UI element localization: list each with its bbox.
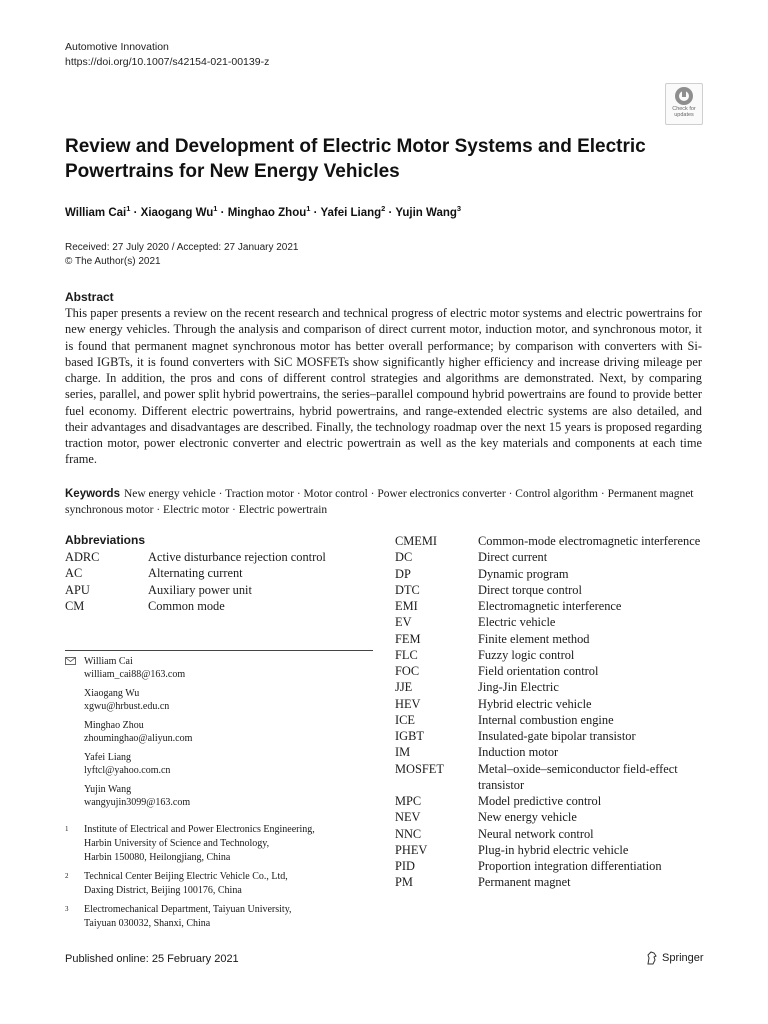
- article-dates: [65, 241, 299, 269]
- contact-email[interactable]: zhouminghao@aliyun.com: [84, 733, 193, 744]
- contact-email[interactable]: wangyujin3099@163.com: [84, 797, 191, 808]
- footnote-divider: [65, 650, 373, 651]
- abbreviation-row: MOSFET Metal–oxide–semiconductor field-effect transistor: [395, 761, 678, 792]
- contact-email[interactable]: xgwu@hrbust.edu.cn: [84, 701, 170, 712]
- abbreviation-row: FLC Fuzzy logic control: [395, 647, 575, 662]
- contact-item: [65, 655, 365, 681]
- author[interactable]: Yujin Wang$^3$: [395, 204, 462, 219]
- abbreviation-row: EV Electric vehicle: [395, 615, 556, 630]
- author-list: William Cai$^1$ · Xiaogang $Wu^1$ · Minghao Zhou$^1$ · Yafei Liang$^2$ · Yujin Wang$^3$: [65, 204, 462, 219]
- abbreviation-row: NNC Neural network control: [395, 826, 594, 841]
- journal-header: [65, 40, 269, 70]
- abbreviation-row: PM Permanent magnet: [395, 875, 571, 890]
- affiliations: [65, 823, 365, 936]
- abbreviation-row: JJE Jing-Jin Electric: [395, 680, 559, 695]
- abbreviations-list-left: [65, 549, 365, 614]
- badge-text-line2: updates: [674, 112, 694, 118]
- publisher-logo[interactable]: [646, 951, 704, 965]
- abbreviation-row: PID Proportion integration differentiation: [395, 859, 662, 873]
- abbreviation-row: IM Induction motor: [395, 745, 559, 760]
- abbreviation-row: AC Alternating current: [65, 566, 243, 581]
- abstract-text: This paper presents a review on the recent research and technical progress of electric motor systems and electric powertrains for new energy vehicles. Through the analysis and comparison of direct current motor, induction motor, and synchronous motor, it is found that permanent magnet synchronous motor has better overall performance; by comparison with converters with Si-based IGBTs, it is found converters with SiC MOSFETs show significantly higher efficiency and increase driving mileage per charge. In addition, the pros and cons of different control strategies and algorithms are demonstrated. Next, by comparing series, parallel, and power split hybrid powertrains, the series–parallel compound hybrid powertrains are found to provide better fuel economy. Different electric powertrains, hybrid powertrains, and range-extended electric systems are also detailed, and their advantages and disadvantages are described. Finally, the technology roadmap over the next 15 years is proposed regarding traction motor, power electronic converter and electric powertrain as well as the key materials and components at each time frame.: [65, 306, 702, 467]
- author[interactable]: William Cai$^1$: [65, 204, 131, 219]
- contact-item: [65, 783, 365, 809]
- copyright: © The Author(s) 2021: [65, 256, 161, 267]
- contact-name: William Cai: [84, 656, 133, 667]
- abbreviation-row: DC Direct current: [395, 550, 548, 565]
- doi-link[interactable]: https://doi.org/10.1007/s42154-021-00139-z: [65, 56, 270, 68]
- abbreviation-row: EMI Electromagnetic interference: [395, 599, 622, 613]
- affiliation-item: 3 Electromechanical Department, Taiyuan University, Taiyuan 030032, Shanxi, China: [65, 904, 292, 929]
- received-accepted: Received: 27 July 2020 / Accepted: 27 January 2021: [65, 242, 299, 253]
- abstract-heading: Abstract: [65, 290, 114, 304]
- paper-title: Review and Development of Electric Motor Systems and Electric Powertrains for New Energy Vehicles: [65, 136, 646, 182]
- abbreviation-row: FOC Field orientation control: [395, 664, 599, 678]
- check-for-updates-badge[interactable]: [665, 83, 703, 125]
- published-online: Published online: 25 February 2021: [65, 953, 239, 965]
- abbreviation-row: ADRC Active disturbance rejection control: [65, 550, 326, 564]
- abbreviation-row: DTC Direct torque control: [395, 582, 582, 597]
- contact-email[interactable]: william_cai88@163.com: [84, 669, 186, 680]
- abbreviation-row: HEV Hybrid electric vehicle: [395, 696, 592, 711]
- journal-name: Automotive Innovation: [65, 41, 169, 53]
- abbreviation-row: ICE Internal combustion engine: [395, 712, 614, 727]
- abbreviation-row: FEM Finite element method: [395, 631, 590, 646]
- contact-item: [65, 687, 365, 713]
- abbreviations-list-right: [395, 533, 715, 891]
- contact-item: [65, 751, 365, 777]
- abbreviation-row: IGBT Insulated-gate bipolar transistor: [395, 729, 636, 743]
- contact-name: Minghao Zhou: [84, 720, 144, 731]
- abbreviations-heading: Abbreviations: [65, 533, 146, 547]
- contact-name: Yujin Wang: [84, 784, 132, 795]
- abbreviation-row: CM Common mode: [65, 598, 225, 613]
- keywords-text: New energy vehicle · Traction motor · Motor control · Power electronics converter · Control algorithm · Permanent magnet synchronous motor · Electric motor · Electric powertrain: [65, 488, 694, 516]
- badge-text-line1: Check for: [672, 106, 696, 112]
- author[interactable]: Minghao Zhou$^1$: [227, 204, 311, 219]
- affiliation-item: 2 Technical Center Beijing Electric Vehicle Co., Ltd, Daxing District, Beijing 100176, China: [65, 871, 288, 896]
- author[interactable]: Yafei Liang$^2$: [320, 204, 386, 219]
- contact-name: Yafei Liang: [84, 752, 132, 763]
- corresponding-contacts: [65, 655, 365, 815]
- contact-email[interactable]: lyftcl@yahoo.com.cn: [84, 765, 171, 776]
- springer-horse-icon: [646, 951, 658, 965]
- publisher-name: Springer: [662, 952, 704, 964]
- check-updates-icon: [675, 87, 693, 105]
- affiliation-item: 1 Institute of Electrical and Power Electronics Engineering, Harbin University of Science and Technology, Harbin 150080, Heilongjiang, China: [65, 824, 315, 863]
- keywords-heading: Keywords: [65, 488, 120, 500]
- contact-name: Xiaogang Wu: [84, 688, 140, 699]
- keywords: [65, 486, 705, 518]
- abbreviation-row: CMEMI Common-mode electromagnetic interference: [395, 534, 701, 548]
- abbreviation-row: DP Dynamic program: [395, 566, 569, 581]
- contact-item: [65, 719, 365, 745]
- abbreviation-row: APU Auxiliary power unit: [65, 582, 252, 597]
- abbreviation-row: PHEV Plug-in hybrid electric vehicle: [395, 842, 629, 857]
- abbreviation-row: MPC Model predictive control: [395, 794, 602, 808]
- envelope-icon: [65, 657, 76, 665]
- abbreviation-row: NEV New energy vehicle: [395, 810, 577, 825]
- author[interactable]: Xiaogang Wu$^1$: [140, 204, 218, 219]
